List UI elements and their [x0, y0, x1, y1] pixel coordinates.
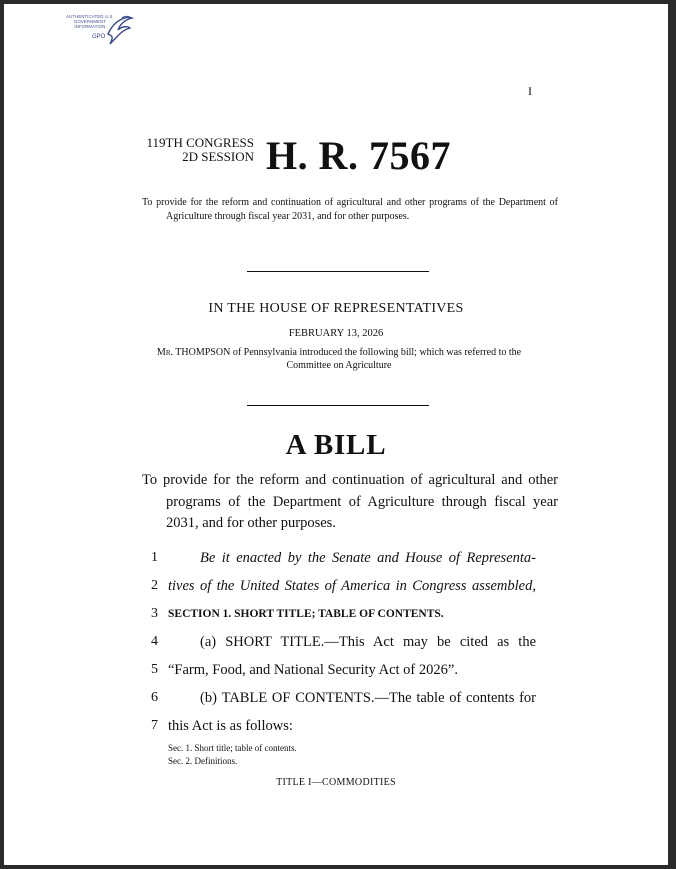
line-number: 1: [151, 550, 158, 565]
line-number: 2: [151, 578, 158, 593]
line-3: [146, 600, 538, 628]
line-4: [146, 628, 538, 656]
line-6: [146, 684, 538, 712]
line-number: 4: [151, 634, 158, 649]
line-number: 3: [151, 606, 158, 621]
congress-session: [114, 136, 254, 164]
title-heading: TITLE I—COMMODITIES: [276, 777, 396, 788]
introduction-statement: [154, 346, 524, 372]
bill-page: [4, 4, 668, 865]
act-name: “Farm, Food, and National Security Act of 2026”.: [168, 662, 458, 678]
line-number: 5: [151, 662, 158, 677]
bill-number: H. R. 7567: [266, 133, 451, 178]
line-7: [146, 712, 538, 740]
enacting-clause-2: tives of the United States of America in Congress assembled,: [168, 578, 536, 594]
seal-gpo-label: GPO: [92, 34, 106, 40]
short-purpose: To provide for the reform and continuation of agricultural and other programs of the Department of Agriculture through fiscal year 2031, and for other purposes.: [142, 197, 558, 222]
session-label: 2D SESSION: [182, 149, 254, 164]
introduction-text: of Pennsylvania introduced the following bill; which was referred to the Committee on Agriculture: [230, 347, 522, 371]
toc-entry: Sec. 1. Short title; table of contents.: [168, 743, 297, 753]
sponsor-name: Mr. THOMPSON: [156, 347, 231, 358]
subsection-a-marker: (a): [200, 634, 226, 650]
line-2: [146, 572, 538, 600]
toc-label: TABLE OF CONTENTS: [221, 690, 371, 706]
table-of-contents: [168, 742, 297, 768]
divider-top: [247, 271, 429, 272]
long-purpose: To provide for the reform and continuation of agricultural and other programs of the Department of Agriculture through fiscal year 2031, and for other purposes.: [142, 472, 558, 531]
line-1: [146, 544, 538, 572]
enacting-clause-1: Be it enacted by the Senate and House of Representa-: [200, 550, 536, 566]
congress-label: 119TH CONGRESS: [146, 135, 254, 150]
document-type-heading: A BILL: [285, 429, 387, 461]
short-title-label: SHORT TITLE: [225, 634, 321, 650]
line-number: 6: [151, 690, 158, 705]
toc-intro: this Act is as follows:: [168, 718, 293, 734]
short-title-text: .—This Act may be cited as the: [320, 634, 537, 650]
toc-clause-text: .—The table of contents for: [370, 690, 536, 706]
introduction-date: FEBRUARY 13, 2026: [288, 328, 384, 339]
eagle-icon: [104, 14, 134, 48]
line-number: 7: [151, 718, 158, 733]
subsection-b-marker: (b): [200, 690, 222, 706]
toc-clause: [168, 684, 536, 712]
seal-text: AUTHENTICATED U.S. GOVERNMENT INFORMATION: [66, 14, 114, 29]
chamber-heading: IN THE HOUSE OF REPRESENTATIVES: [208, 301, 464, 316]
line-5: [146, 656, 538, 684]
toc-entry: Sec. 2. Definitions.: [168, 756, 238, 766]
divider-bottom: [247, 405, 429, 406]
short-title-clause: [168, 628, 536, 656]
bill-text-lines: [146, 544, 538, 740]
page-marker: I: [528, 84, 532, 98]
gpo-authentication-seal: [62, 14, 142, 48]
section-1-heading: SECTION 1. SHORT TITLE; TABLE OF CONTENTS.: [168, 608, 444, 620]
